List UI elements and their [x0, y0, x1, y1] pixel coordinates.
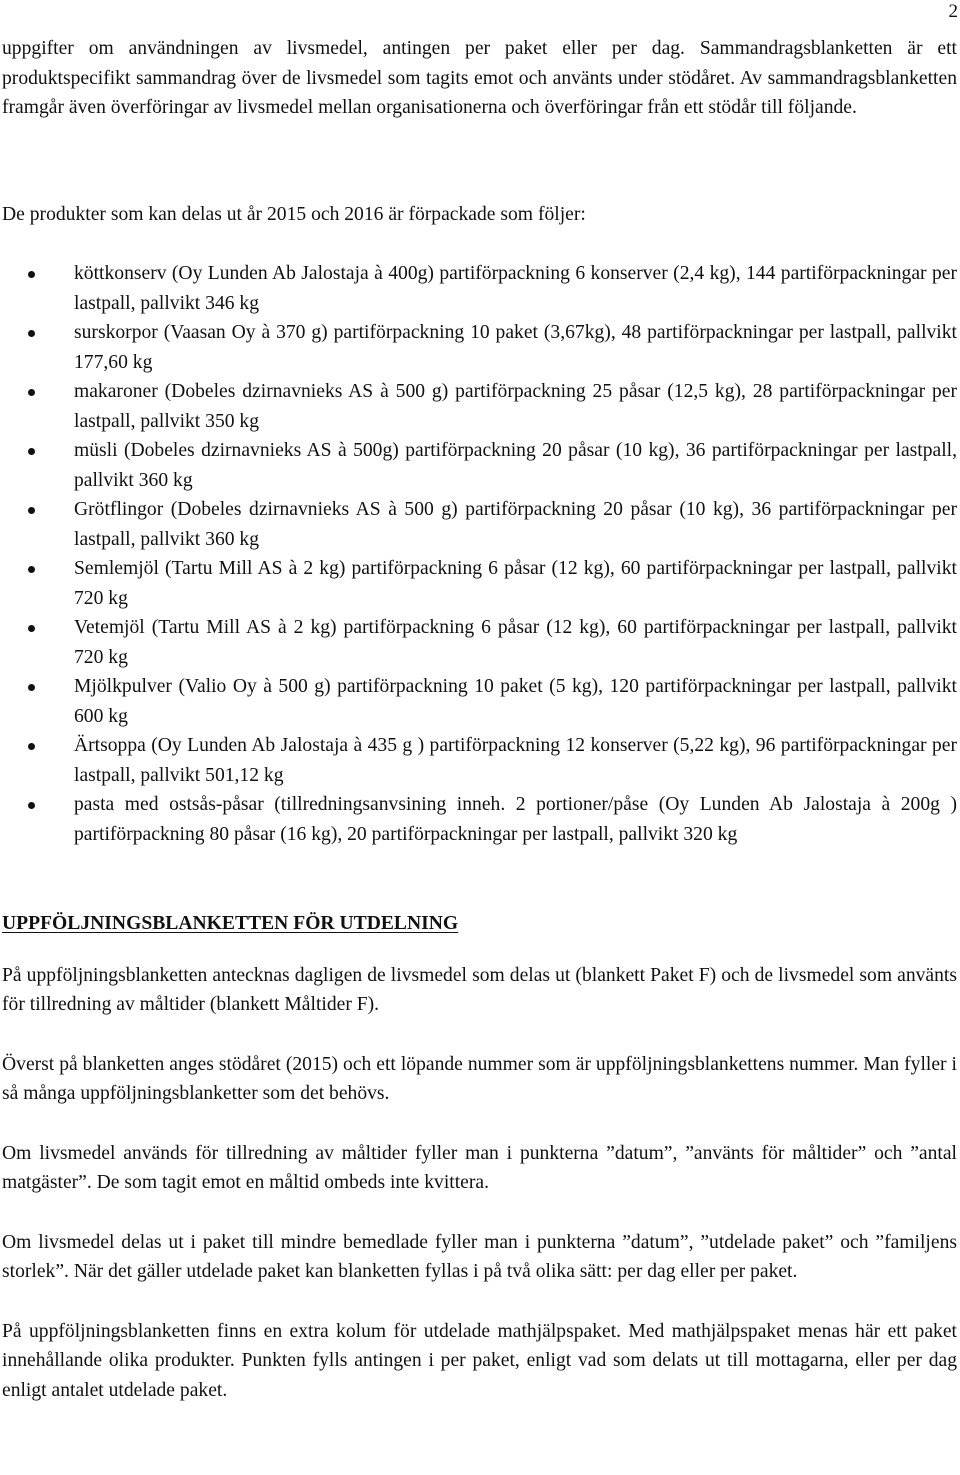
intro-paragraph: uppgifter om användningen av livsmedel, antingen per paket eller per dag. Sammandragsblanketten är ett produktspecifikt sammandrag över de livsmedel som tagits emot och använts under stödåret. Av sammandragsblanketten framgår även överföringar av livsmedel mellan organisationerna och överföringar från ett stödår till följande. [2, 38, 957, 118]
bullet-icon [28, 743, 35, 750]
section-heading: UPPFÖLJNINGSBLANKETTEN FÖR UTDELNING [2, 913, 459, 934]
product-text: Mjölkpulver (Valio Oy à 500 g) partiförpackning 10 paket (5 kg), 120 partiförpackningar per lastpall, pallvikt 600 kg [74, 676, 957, 727]
product-item [2, 318, 957, 377]
product-item [2, 790, 957, 849]
product-item [2, 259, 957, 318]
product-text: surskorpor (Vaasan Oy à 370 g) partiförpackning 10 paket (3,67kg), 48 partiförpackningar per lastpall, pallvikt 177,60 kg [74, 322, 957, 373]
product-text: Vetemjöl (Tartu Mill AS à 2 kg) partiförpackning 6 påsar (12 kg), 60 partiförpackningar per lastpall, pallvikt 720 kg [74, 617, 957, 668]
product-item [2, 554, 957, 613]
product-text: Ärtsoppa (Oy Lunden Ab Jalostaja à 435 g ) partiförpackning 12 konserver (5,22 kg), 96 partiförpackningar per lastpall, pallvikt 501,12 kg [74, 735, 957, 786]
bullet-icon [28, 330, 35, 337]
bullet-icon [28, 802, 35, 809]
product-text: Grötflingor (Dobeles dzirnavnieks AS à 500 g) partiförpackning 20 påsar (10 kg), 36 partiförpackningar per lastpall, pallvikt 360 kg [74, 499, 957, 550]
bullet-icon [28, 566, 35, 573]
product-item [2, 613, 957, 672]
product-item [2, 495, 957, 554]
product-list [2, 259, 957, 849]
products-lead: De produkter som kan delas ut år 2015 och 2016 är förpackade som följer: [2, 203, 586, 225]
bullet-icon [28, 507, 35, 514]
product-item [2, 672, 957, 731]
product-text: pasta med ostsås-påsar (tillredningsanvsining inneh. 2 portioner/påse (Oy Lunden Ab Jalostaja à 200g ) partiförpackning 80 påsar (16 kg), 20 partiförpackningar per lastpall, pallvikt 320 kg [74, 794, 957, 845]
bullet-icon [28, 271, 35, 278]
bullet-icon [28, 389, 35, 396]
body-paragraph: Om livsmedel delas ut i paket till mindre bemedlade fyller man i punkterna ”datum”, ”utdelade paket” och ”familjens storlek”. När det gäller utdelade paket kan blanketten fyllas i på två olika sätt: per dag eller per paket. [2, 1231, 957, 1282]
product-text: köttkonserv (Oy Lunden Ab Jalostaja à 400g) partiförpackning 6 konserver (2,4 kg), 144 partiförpackningar per lastpall, pallvikt 346 kg [74, 263, 957, 314]
product-item [2, 731, 957, 790]
body-paragraph: Om livsmedel används för tillredning av måltider fyller man i punkterna ”datum”, ”använts för måltider” och ”antal matgäster”. De som tagit emot en måltid ombeds inte kvittera. [2, 1142, 957, 1193]
product-text: müsli (Dobeles dzirnavnieks AS à 500g) partiförpackning 20 påsar (10 kg), 36 partiförpackningar per lastpall, pallvikt 360 kg [74, 440, 957, 491]
product-item [2, 436, 957, 495]
bullet-icon [28, 684, 35, 691]
page-number: 2 [948, 1, 958, 22]
body-paragraph: Överst på blanketten anges stödåret (2015) och ett löpande nummer som är uppföljningsblankettens nummer. Man fyller i så många uppföljningsblanketter som det behövs. [2, 1053, 957, 1104]
document-body [2, 34, 957, 1435]
product-item [2, 377, 957, 436]
body-paragraph: På uppföljningsblanketten antecknas dagligen de livsmedel som delas ut (blankett Paket F) och de livsmedel som använts för tillredning av måltider (blankett Måltider F). [2, 964, 957, 1015]
product-text: Semlemjöl (Tartu Mill AS à 2 kg) partiförpackning 6 påsar (12 kg), 60 partiförpackningar per lastpall, pallvikt 720 kg [74, 558, 957, 609]
bullet-icon [28, 448, 35, 455]
body-paragraph: På uppföljningsblanketten finns en extra kolum för utdelade mathjälpspaket. Med mathjälpspaket menas här ett paket innehållande olika produkter. Punkten fylls antingen i per paket, enligt vad som delats ut till mottagarna, eller per dag enligt antalet utdelade paket. [2, 1320, 957, 1401]
bullet-icon [28, 625, 35, 632]
product-text: makaroner (Dobeles dzirnavnieks AS à 500 g) partiförpackning 25 påsar (12,5 kg), 28 partiförpackningar per lastpall, pallvikt 350 kg [74, 381, 957, 432]
